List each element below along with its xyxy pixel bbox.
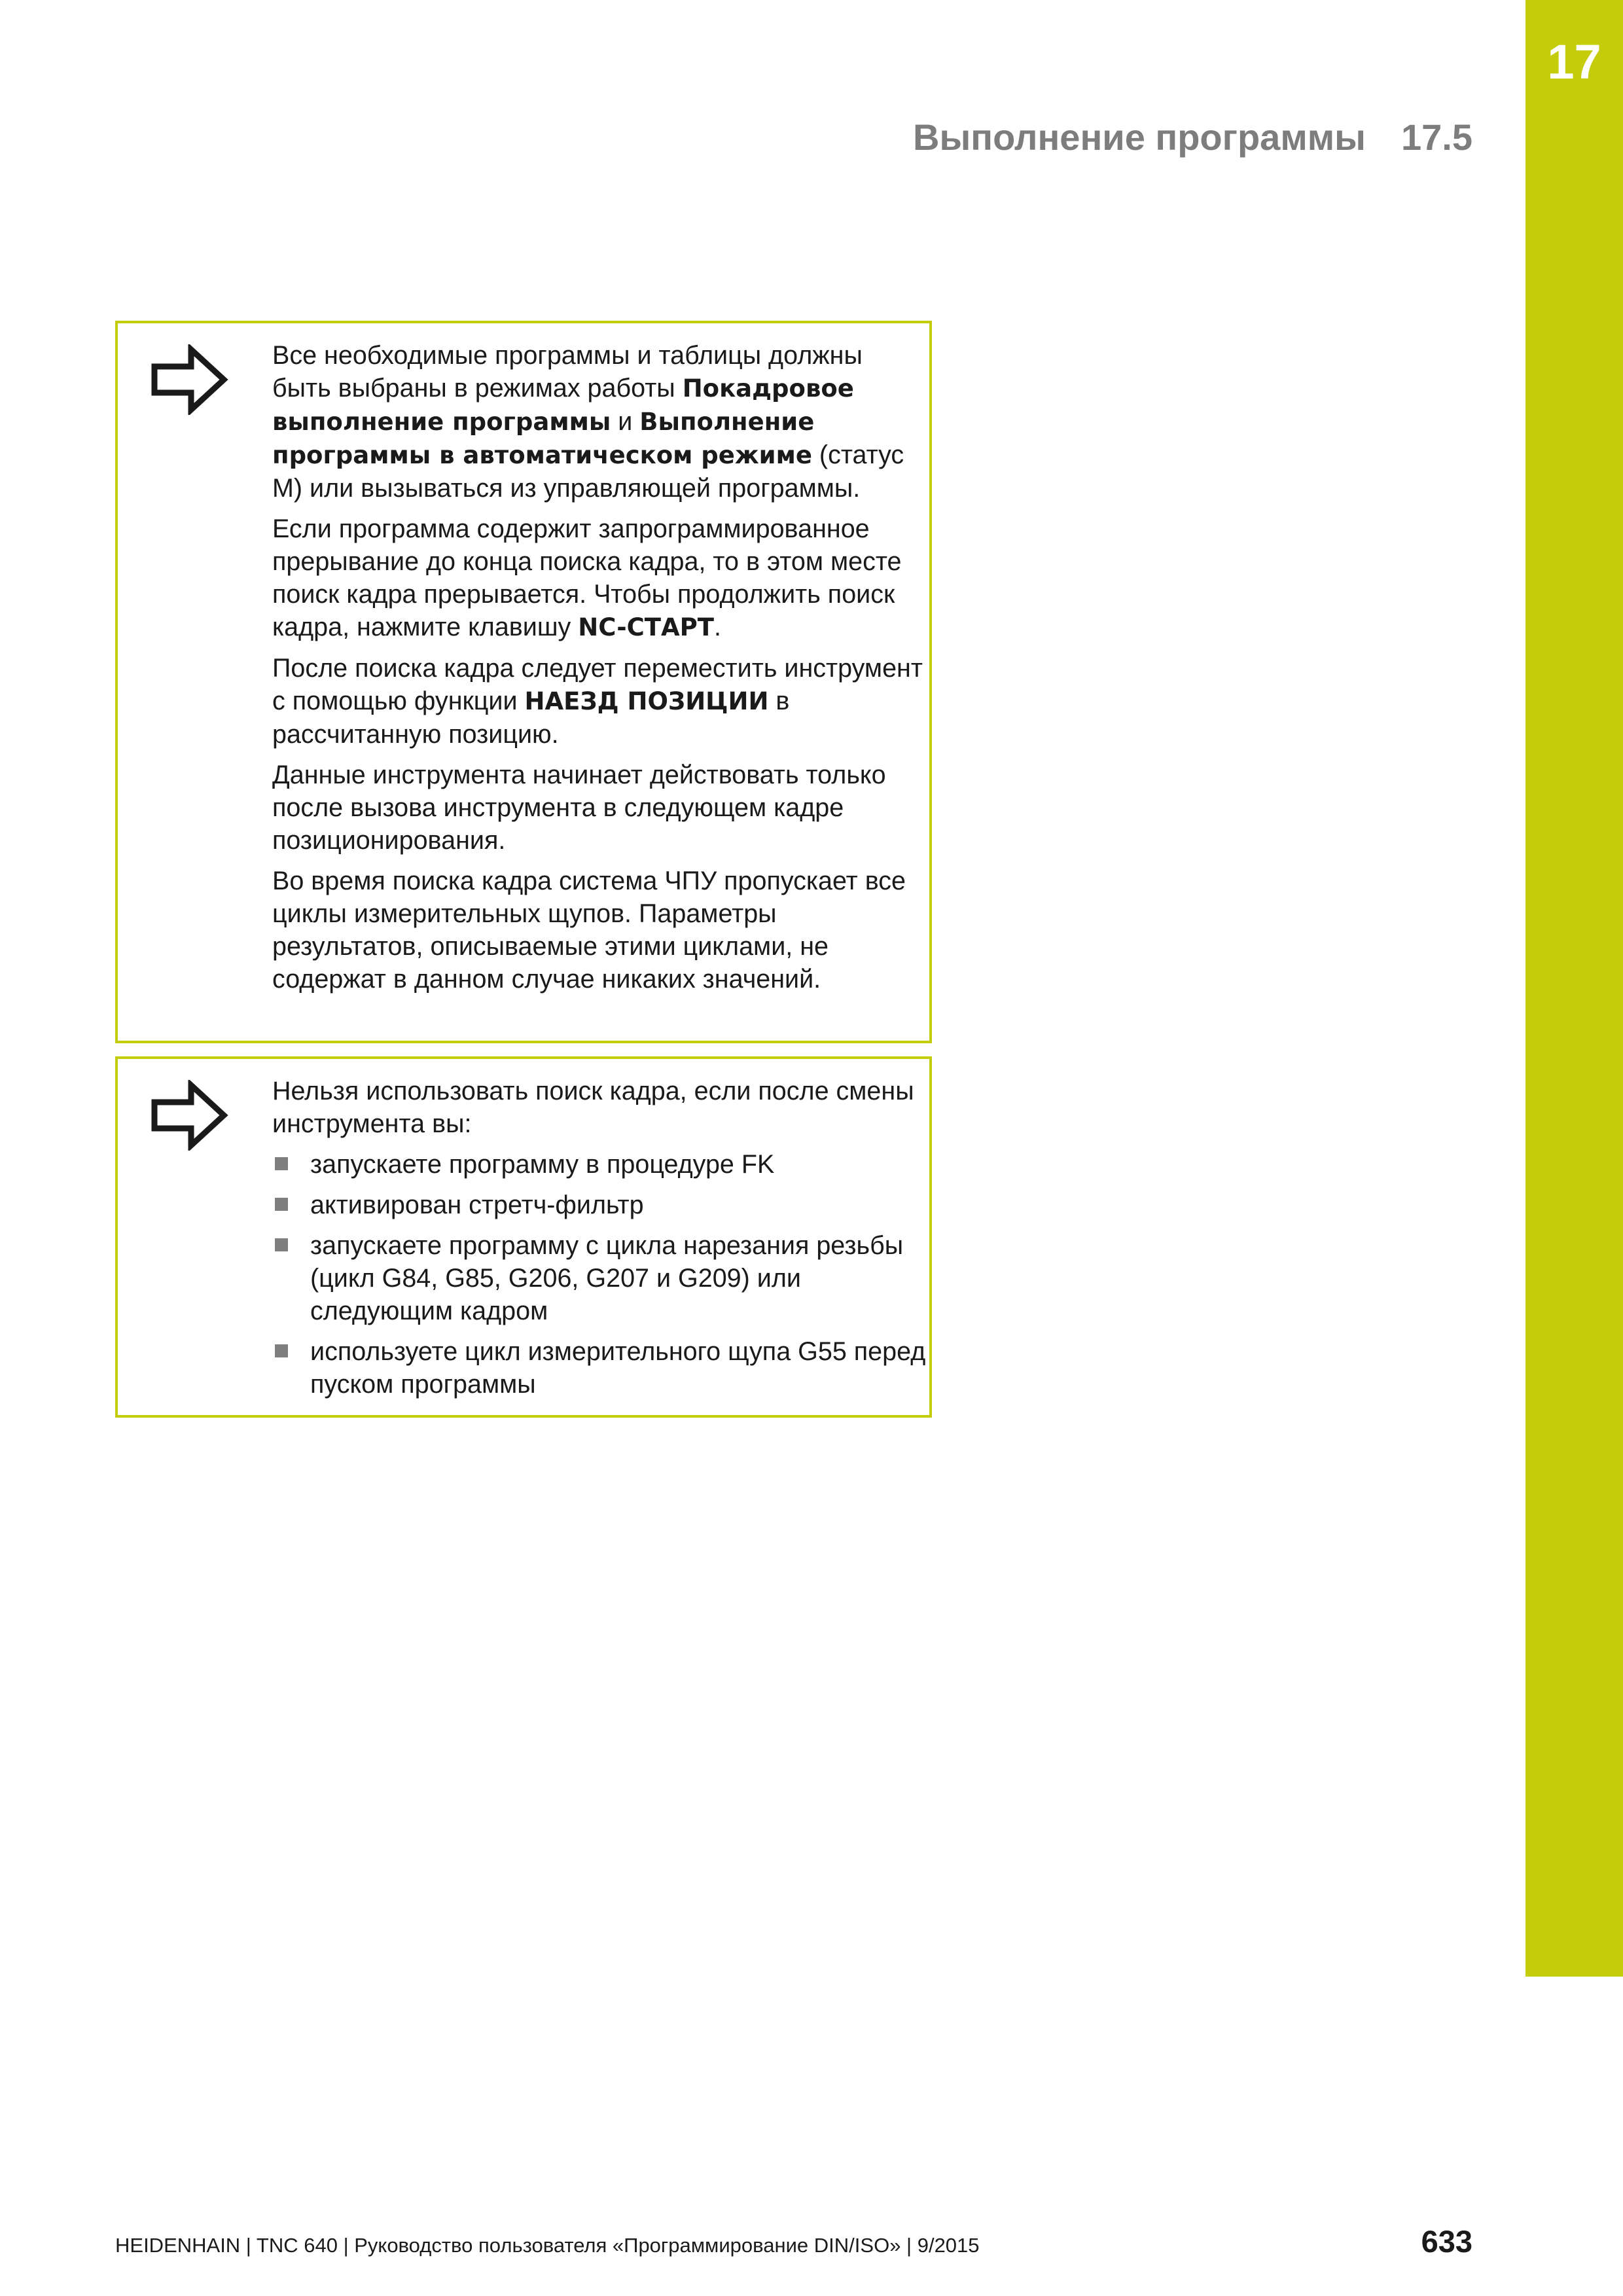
key-name-nc-start: NC-СТАРТ — [578, 613, 714, 641]
note-paragraph: После поиска кадра следует переместить инструмент с помощью функции НАЕЗД ПОЗИЦИИ в рассчитанную позицию. — [272, 654, 923, 749]
mode-name-full-sequence: Выполнение программы в автоматическом режиме — [272, 408, 815, 469]
note-intro: Нельзя использовать поиск кадра, если после смены инструмента вы: — [272, 1077, 914, 1138]
running-header — [913, 119, 1472, 156]
header-title: Выполнение программы — [913, 117, 1366, 158]
function-name-restore-position: НАЕЗД ПОЗИЦИИ — [524, 687, 769, 715]
right-arrow-icon — [151, 344, 229, 415]
list-item: запускаете программу в процедуре FK — [272, 1148, 927, 1181]
chapter-number: 17 — [1547, 35, 1601, 89]
chapter-side-tab — [1525, 0, 1623, 1977]
note-paragraph: Во время поиска кадра система ЧПУ пропускает все циклы измерительных щупов. Параметры результатов, описываемые этими циклами, не содержат в данном случае никаких значений. — [272, 867, 906, 994]
right-arrow-icon — [151, 1080, 229, 1151]
footer-text: HEIDENHAIN | TNC 640 | Руководство пользователя «Программирование DIN/ISO» | 9/2015 — [115, 2234, 980, 2257]
mode-name-single-block: Покадровое выполнение программы — [272, 374, 854, 436]
square-bullet-icon — [275, 1344, 288, 1357]
note-paragraph: Все необходимые программы и таблицы должны быть выбраны в режимах работы Покадровое выполнение программы и Выполнение программы в автоматическом режиме (статус M) или вызываться из управляющей программы. — [272, 341, 904, 503]
bullet-list — [272, 1148, 927, 1401]
square-bullet-icon — [275, 1238, 288, 1251]
note-text — [272, 1075, 927, 1408]
square-bullet-icon — [275, 1157, 288, 1170]
note-text — [272, 339, 927, 1003]
list-item: активирован стретч-фильтр — [272, 1189, 927, 1221]
note-paragraph: Если программа содержит запрограммированное прерывание до конца поиска кадра, то в этом месте поиск кадра прерывается. Чтобы продолжить поиск кадра, нажмите клавишу NC-СТАРТ. — [272, 514, 902, 641]
list-item: запускаете программу с цикла нарезания резьбы (цикл G84, G85, G206, G207 и G209) или следующим кадром — [272, 1229, 927, 1327]
note-box — [115, 321, 932, 1043]
page-number: 633 — [1421, 2224, 1472, 2259]
note-box — [115, 1056, 932, 1418]
square-bullet-icon — [275, 1198, 288, 1211]
note-paragraph: Данные инструмента начинает действовать только после вызова инструмента в следующем кадре позиционирования. — [272, 761, 886, 855]
list-item: используете цикл измерительного щупа G55 перед пуском программы — [272, 1335, 927, 1401]
header-section-number: 17.5 — [1401, 117, 1472, 158]
